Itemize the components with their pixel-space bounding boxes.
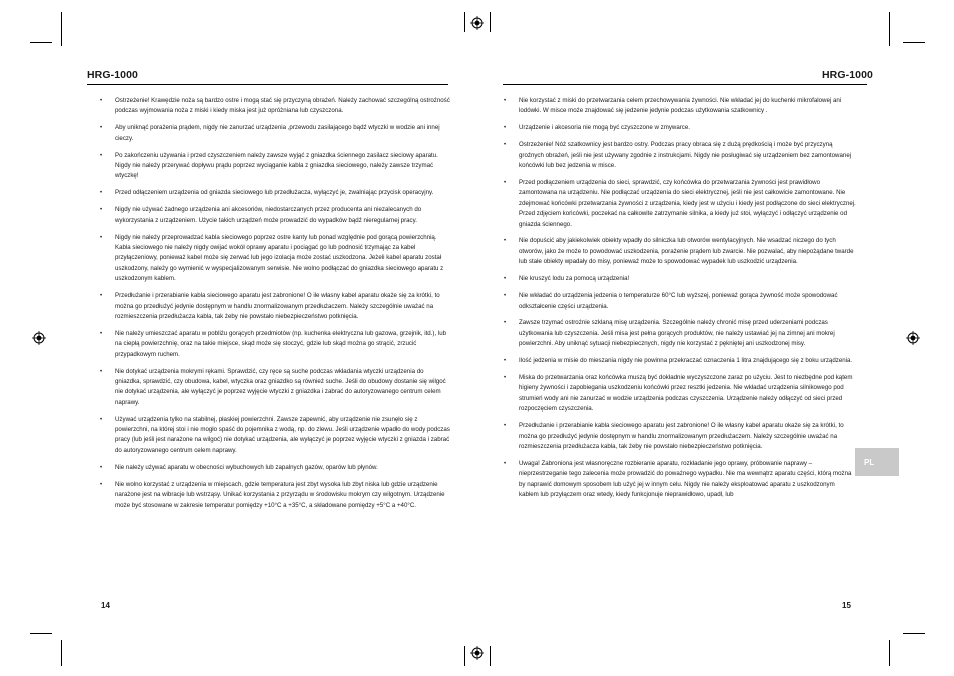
list-item: • Nie wolno korzystać z urządzenia w miejscach, gdzie temperatura jest zbyt wysoka lub zbyt niska lub gdzie urządzenie narażone jest na wibracje lub wstrząsy. Unikać korzystania z przyrządu w środowisku mokrym czy wilgotnym. Urządzenie może być stosowane w zakresie temperatur pomiędzy +10°C a +35°C, a składowane pomiędzy +5°C a +40°C. <box>100 480 450 511</box>
list-item: • Urządzenie i akcesoria nie mogą być czyszczone w zmywarce. <box>504 123 856 133</box>
crop-mark <box>61 12 62 46</box>
list-item: • Przed odłączeniem urządzenia od gniazda sieciowego lub przedłużacza, wyłączyć je, zwalniając przycisk operacyjny. <box>100 188 450 198</box>
crop-mark <box>30 42 52 43</box>
list-item: • Miska do przetwarzania oraz końcówka muszą być dokładnie wyczyszczone zaraz po użyciu. Jest to niezbędne pod kątem higieny żywności i zapobiegania uszkodzeniu końcówki przez resztki jedzenia. Nie wkładać urządzenia silnikowego pod strumień wody ani nie zanurzać w wodzie urządzenia podczas czyszczenia. Urządzenie należy odłączyć od sieci przed rozpoczęciem czyszczenia. <box>504 373 856 415</box>
right-page-model: HRG-1000 <box>822 69 873 81</box>
list-item: • Ostrzeżenie! Krawędzie noża są bardzo ostre i mogą stać się przyczyną obrażeń. Należy zachować szczególną ostrożność podczas wyjmowania noża z miski i kiedy miska jest już opróżniana lub czyszczona. <box>100 96 450 117</box>
left-page-model: HRG-1000 <box>87 69 138 81</box>
crop-mark <box>889 12 890 46</box>
left-safety-list <box>100 96 450 511</box>
crop-mark <box>490 12 491 32</box>
right-header-rule <box>503 84 867 85</box>
list-item: • Nie wkładać do urządzenia jedzenia o temperaturze 60°C lub wyższej, ponieważ gorąca żywność może spowodować odkształcenie części urządzenia. <box>504 291 856 312</box>
registration-mark-icon <box>32 331 46 345</box>
list-item: • Używać urządzenia tylko na stabilnej, płaskiej powierzchni. Zawsze zapewnić, aby urządzenie nie zsunęło się z powierzchni, na której stoi i nie mogło spaść do pojemnika z wodą, np. do zlewu. Jeśli urządzenie wpadło do wody podczas pracy (lub jeśli jest narażone na wilgoć) nie dotykać urządzenia, ale wyłączyć je poprzez wyjęcie wtyczki z gniazda i zabrać do autoryzowanego centrum celem naprawy. <box>100 415 450 457</box>
list-item: • Ilość jedzenia w misie do mieszania nigdy nie powinna przekraczać oznaczenia 1 litra znajdującego się z boku urządzenia. <box>504 356 856 366</box>
crop-mark <box>903 42 925 43</box>
crop-mark <box>490 646 491 666</box>
list-item: • Po zakończeniu używania i przed czyszczeniem należy zawsze wyjąć z gniazdka ściennego zasilacz sieciowy aparatu. Nigdy nie należy przerywać dopływu prądu poprzez wyciąganie kabla z gniazdka sieciowego, należy zawsze trzymać wtyczkę! <box>100 151 450 182</box>
list-item: • Nie należy umieszczać aparatu w pobliżu gorących przedmiotów (np. kuchenka elektryczna lub gazowa, grzejnik, itd.), lub na ciepłą powierzchnię, oraz na takie miejsce, skąd może się stoczyć, gdzie lub skąd można go strącić, zrzucić przypadkowym ruchem. <box>100 329 450 360</box>
list-item: • Przed podłączeniem urządzenia do sieci, sprawdzić, czy końcówka do przetwarzania żywności jest prawidłowo zamontowana na urządzeniu. Nie podłączać urządzenia do sieci elektrycznej, jeśli nie jest całkowicie zamontowane. Nie zdejmować końcówki przetwarzania żywności z urządzenia, kiedy jest w użyciu i kiedy jest podłączone do sieci elektrycznej. Przed zdjęciem końcówki, poczekać na całkowite zatrzymanie silnika, a kiedy już stoi, wyłączyć i odłączyć urządzenie od gniazda ściennego. <box>504 178 856 230</box>
list-item: • Uwaga! Zabroniona jest własnoręczne rozbieranie aparatu, rozkładanie jego oprawy, próbowanie naprawy – nieprzestrzeganie tego zalecenia może prowadzić do poważnego wypadku. Nie ma wewnątrz aparatu części, którą można by naprawić domowym sposobem lub użyć jej w innym celu. Nigdy nie należy eksploatować aparatu z uszkodzonym kablem lub przyłączem oraz wtedy, kiedy funkcjonuje nieprawidłowo, upadł, lub <box>504 459 856 501</box>
crop-mark <box>30 633 52 634</box>
right-safety-list <box>504 96 856 501</box>
list-item: • Zawsze trzymać ostrożnie szklaną misę urządzenia. Szczególnie należy chronić misę przed uderzeniami podczas użytkowania lub czyszczenia. Jeśli misa jest pełna gorących produktów, nie należy ustawiać jej na zimnej ani mokrej powierzchni. Aby uniknąć sytuacji niebezpiecznych, nigdy nie korzystać z pękniętej ani uszkodzonej misy. <box>504 318 856 349</box>
crop-mark <box>889 640 890 666</box>
right-page-column <box>504 96 856 507</box>
crop-mark <box>464 12 465 32</box>
list-item: • Aby uniknąć porażenia prądem, nigdy nie zanurzać urządzenia ,przewodu zasilającego bądź wtyczki w wodzie ani innej cieczy. <box>100 123 450 144</box>
crop-mark <box>61 640 62 666</box>
crop-mark <box>464 646 465 666</box>
list-item: • Nigdy nie należy przeprowadzać kabla sieciowego poprzez ostre kanty lub ponad względnie pod gorącą powierzchnią. Kabla sieciowego nie należy nigdy owijać wokół oprawy aparatu i pociągać go lub podnosić trzymając za kabel przyłączeniowy, ponieważ kabel może się zerwać lub jego izolacja może zostać uszkodzona. Jeżeli kabel aparatu został uszkodzony, należy go wymienić w wyspecjalizowanym serwisie. Nie wolno podłączać do gniazdka sieciowego aparatu z uszkodzonym kablem. <box>100 233 450 285</box>
registration-mark-icon <box>470 16 484 30</box>
registration-mark-icon <box>906 331 920 345</box>
list-item: • Przedłużanie i przerabianie kabla sieciowego aparatu jest zabronione! O ile własny kabel aparatu okaże się za krótki, to można go przedłużyć jedynie dostępnym w handlu znormalizowanym przedłużaczem. Należy szczególnie uważać na rozmieszczenia przedłużacza kabla, tak żeby nie powstało niebezpieczeństwo potknięcia. <box>100 291 450 322</box>
list-item: • Ostrzeżenie! Nóż szatkownicy jest bardzo ostry. Podczas pracy obraca się z dużą prędkością i może być przyczyną groźnych obrażeń, jeśli nie jest używany zgodnie z instrukcjami. Nigdy nie posługiwać się urządzeniem bez zamontowanej końcówki lub bez jedzenia w misce. <box>504 140 856 171</box>
list-item: • Nie dotykać urządzenia mokrymi rękami. Sprawdzić, czy ręce są suche podczas wkładania wtyczki urządzenia do gniazdka, sprawdzić, czy obudowa, kabel, wtyczka oraz gniazdko są również suche. Jeśli do obudowy dostanie się wilgoć nie dotykać urządzenia, ale wyłączyć je poprzez wyjęcie wtyczki z gniazdka i zabrać do autoryzowanego centrum celem naprawy. <box>100 367 450 409</box>
registration-mark-icon <box>470 646 484 660</box>
right-page-number: 15 <box>842 601 851 610</box>
left-header-rule <box>87 84 448 85</box>
list-item: • Nigdy nie używać żadnego urządzenia ani akcesoriów, niedostarczanych przez producenta ani niezalecanych do wykorzystania z urządzeniem. Użycie takich urządzeń może prowadzić do wypadków bądź nieregularnej pracy. <box>100 205 450 226</box>
list-item: • Nie dopuścić aby jakiekolwiek obiekty wpadły do silniczka lub otworów wentylacyjnych. Nie wsadzać niczego do tych otworów, jako że może to powodować uszkodzenia, porażenie prądem lub zwarcie. Nie pozwalać, aby niepożądane twarde lub stałe obiekty wpadały do misy, ponieważ może to spowodować wypadek lub uszkodzić urządzenia. <box>504 236 856 267</box>
list-item: • Nie kruszyć lodu za pomocą urządzenia! <box>504 274 856 284</box>
left-page-column <box>100 96 450 517</box>
crop-mark <box>903 633 925 634</box>
language-tab: PL <box>855 448 899 476</box>
list-item: • Przedłużanie i przerabianie kabla sieciowego aparatu jest zabronione! O ile własny kabel aparatu okaże się za krótki, to można go przedłużyć jedynie dostępnym w handlu znormalizowanym przedłużaczem. Należy szczególnie uważać na rozmieszczenia przedłużacza kabla, tak żeby nie powstało niebezpieczeństwo potknięcia. <box>504 421 856 452</box>
left-page-number: 14 <box>101 601 110 610</box>
list-item: • Nie korzystać z miski do przetwarzania celem przechowywania żywności. Nie wkładać jej do kuchenki mikrofalowej ani lodówki. W misce może znajdować się jedzenie jedynie podczas użytkowania szatkownicy . <box>504 96 856 117</box>
list-item: • Nie należy używać aparatu w obecności wybuchowych lub zapalnych gazów, oparów lub płynów. <box>100 463 450 473</box>
